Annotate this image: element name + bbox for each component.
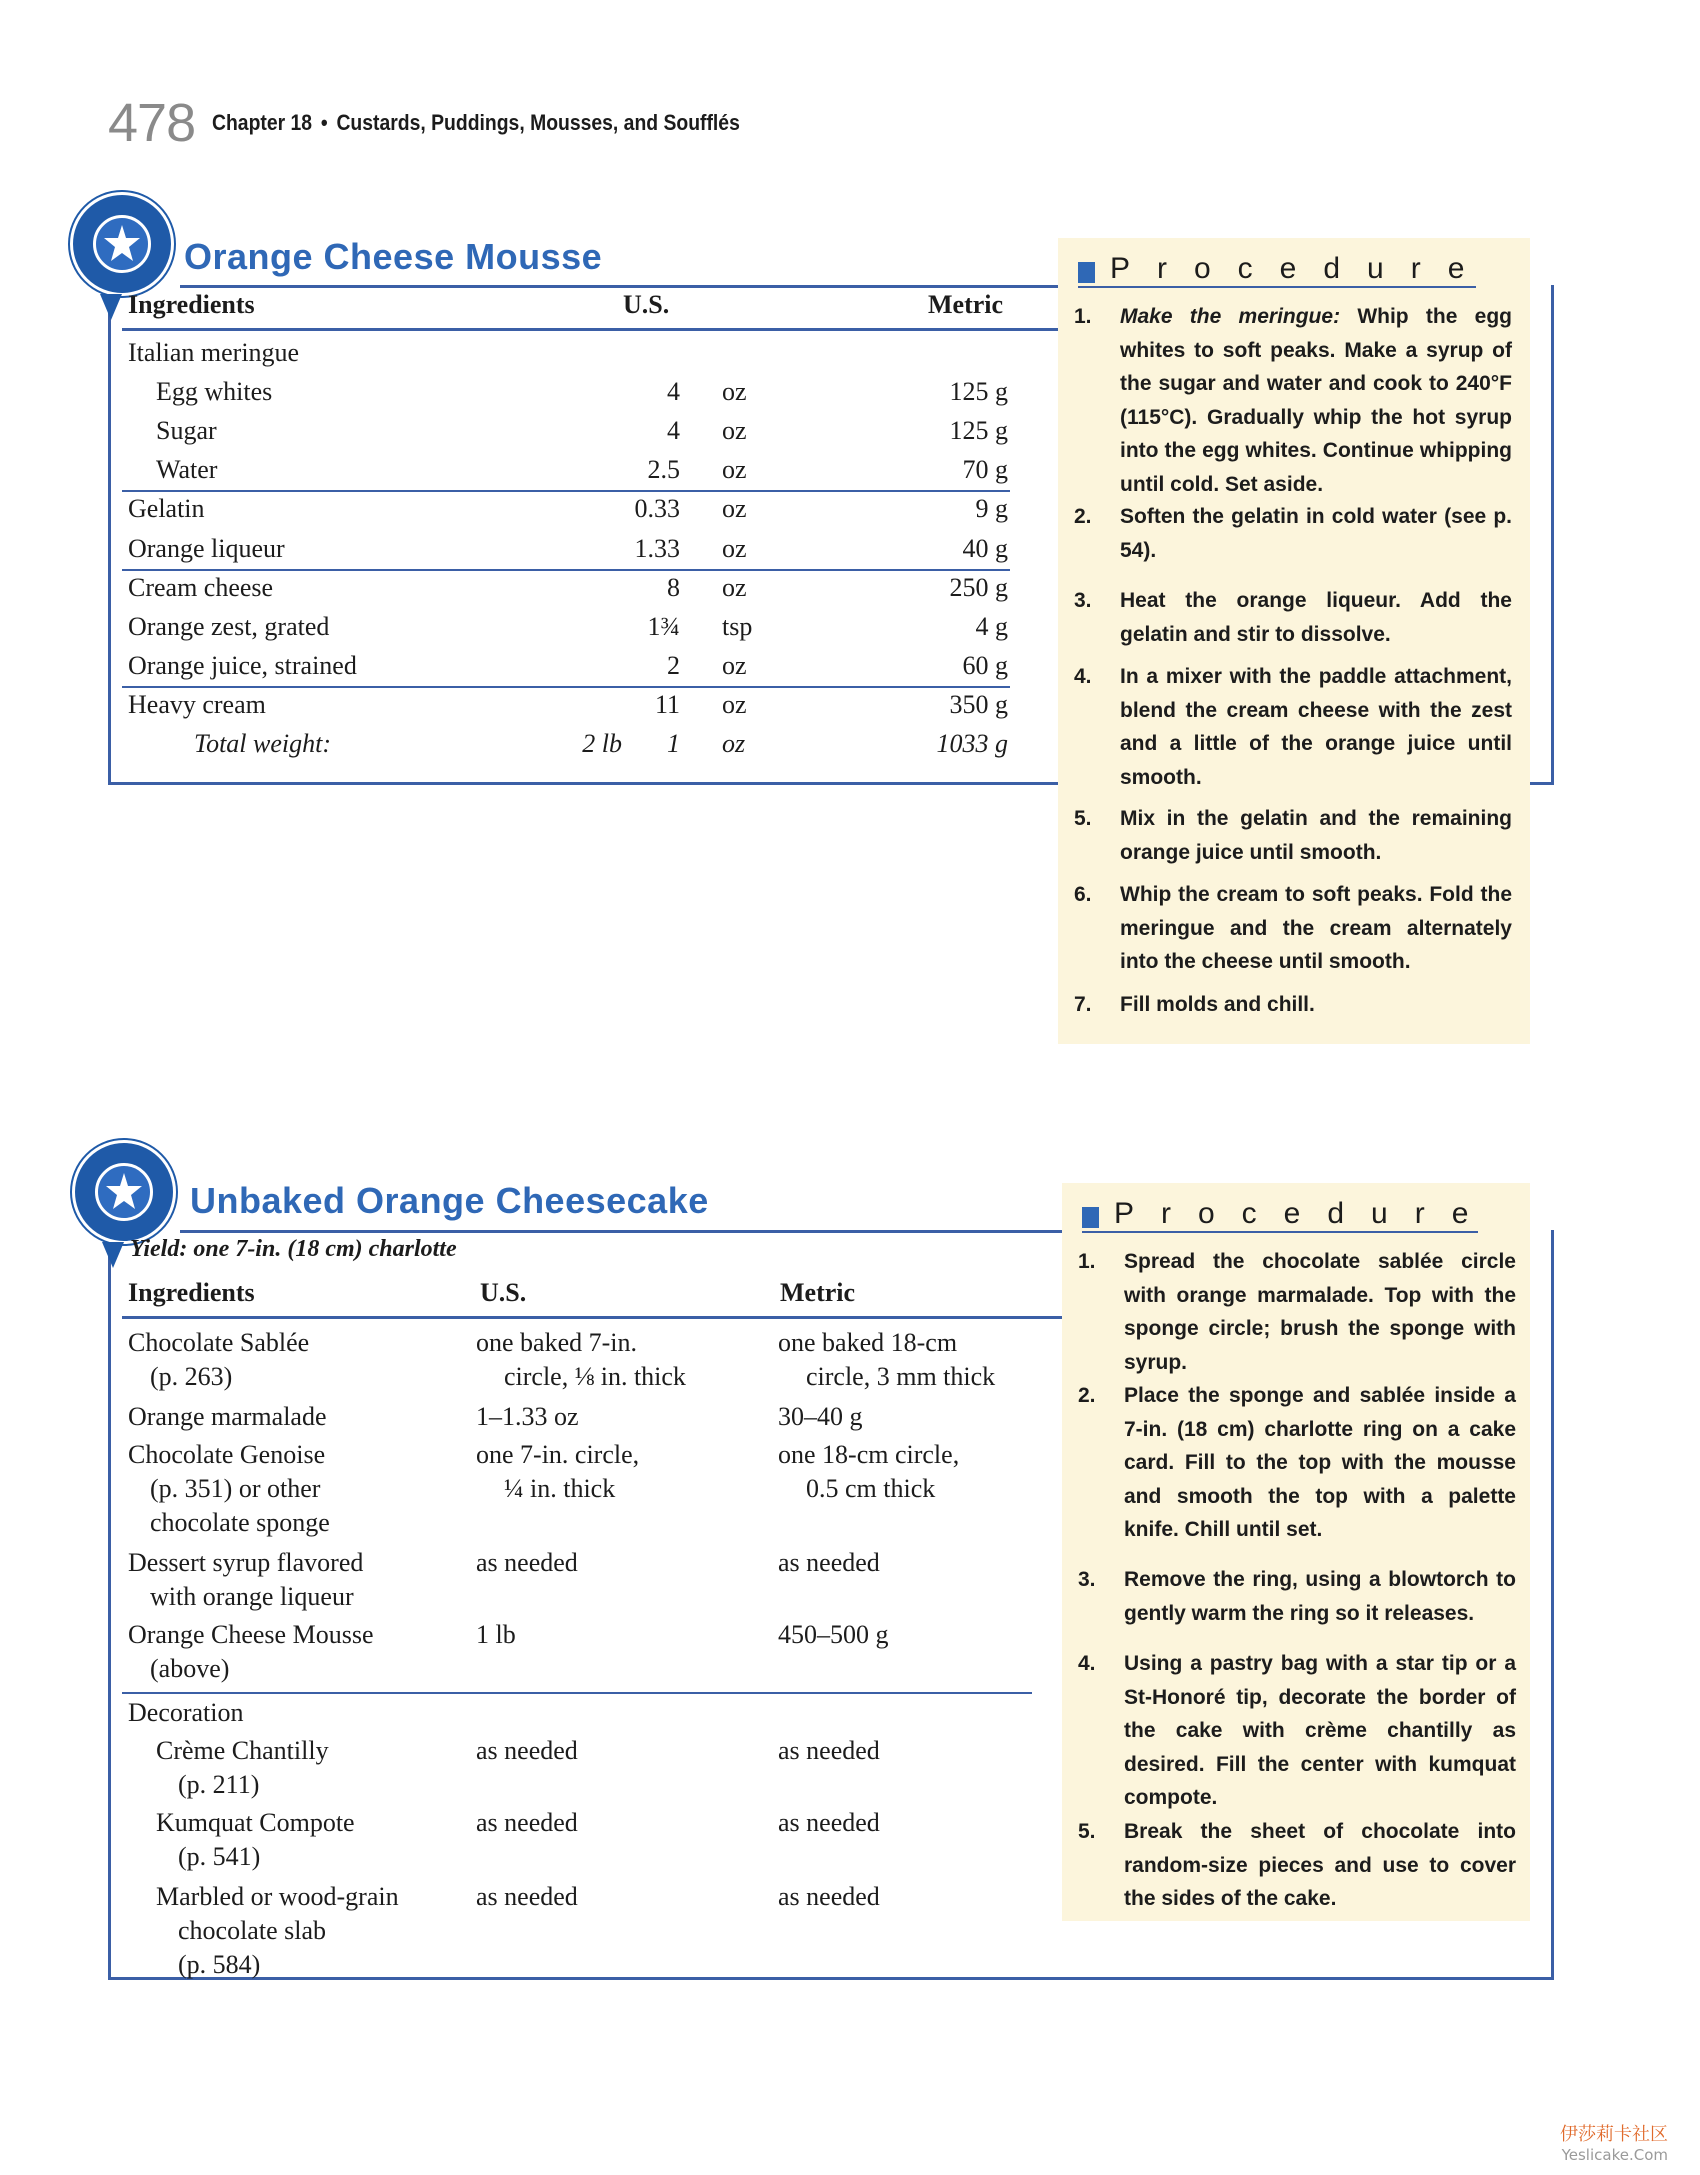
procedure-panel <box>1058 238 1530 1044</box>
step-text <box>1124 1379 1516 1547</box>
us-unit: oz <box>722 377 747 406</box>
procedure-panel <box>1062 1183 1530 1921</box>
step-text <box>1120 660 1512 794</box>
column-header-metric: Metric <box>928 290 1004 319</box>
title-rule <box>180 1230 1064 1233</box>
us-quantity: 4 <box>667 416 680 445</box>
us-amount: as needed <box>476 1548 578 1577</box>
us-unit: oz <box>722 416 747 445</box>
metric-amount: 250 g <box>949 573 1008 602</box>
us-quantity: 1.33 <box>634 534 680 563</box>
step-text <box>1120 878 1512 979</box>
step-number: 6. <box>1074 883 1092 906</box>
metric-amount: 125 g <box>949 377 1008 406</box>
step-text <box>1124 1647 1516 1815</box>
step-number: 1. <box>1078 1250 1096 1273</box>
recipe-yield: Yield: one 7-in. (18 cm) charlotte <box>130 1236 457 1262</box>
column-header-ingredients: Ingredients <box>128 1278 255 1307</box>
watermark <box>1560 2120 1668 2164</box>
us-amount: as needed <box>476 1736 578 1765</box>
step-body: Place the sponge and sablée inside a 7-in. (18 cm) charlotte ring on a cake card. Fill to the top with the mousse and smooth the top with a palette knife. Chill until set. <box>1124 1384 1516 1541</box>
us-quantity: 4 <box>667 377 680 406</box>
ingredient-name: Orange juice, strained <box>128 651 357 680</box>
step-text <box>1120 500 1512 567</box>
metric-amount: 450–500 g <box>778 1620 889 1649</box>
metric-amount: 70 g <box>962 455 1008 484</box>
metric-amount: 0.5 cm thick <box>806 1474 936 1503</box>
us-unit: oz <box>722 494 747 523</box>
step-body: Soften the gelatin in cold water (see p. 54). <box>1120 505 1512 562</box>
us-amount: as needed <box>476 1808 578 1837</box>
ingredient-name: Orange marmalade <box>128 1402 327 1431</box>
ingredient-name: Chocolate Genoise <box>128 1440 326 1469</box>
us-amount: as needed <box>476 1882 578 1911</box>
us-amount: circle, ⅛ in. thick <box>504 1362 686 1391</box>
metric-amount: as needed <box>778 1736 880 1765</box>
column-header-ingredients: Ingredients <box>128 290 255 319</box>
ingredient-name: Orange Cheese Mousse <box>128 1620 374 1649</box>
ingredient-name: Water <box>156 455 218 484</box>
ingredient-name: Italian meringue <box>128 338 300 367</box>
us-unit: oz <box>722 573 747 602</box>
step-body: Remove the ring, using a blowtorch to gently warm the ring so it releases. <box>1124 1568 1516 1625</box>
metric-amount: 30–40 g <box>778 1402 863 1431</box>
ingredient-name: Egg whites <box>156 377 273 406</box>
page-number: 478 <box>108 93 196 153</box>
seal-ribbon-icon <box>102 1242 124 1268</box>
step-number: 1. <box>1074 305 1092 328</box>
procedure-marker-icon <box>1078 262 1095 283</box>
ingredient-name: Sugar <box>156 416 217 445</box>
group-divider <box>122 569 1010 571</box>
ingredient-name: Heavy cream <box>128 690 266 719</box>
decoration-name: (p. 584) <box>178 1950 261 1979</box>
ingredient-name: with orange liqueur <box>150 1582 354 1611</box>
step-lead: Make the meringue: <box>1120 305 1341 328</box>
us-quantity: 8 <box>667 573 680 602</box>
total-weight-label: Total weight: <box>194 729 332 758</box>
ingredient-name: Chocolate Sablée <box>128 1328 310 1357</box>
step-number: 7. <box>1074 993 1092 1016</box>
total-weight-metric: 1033 g <box>936 729 1008 758</box>
us-quantity: 0.33 <box>634 494 680 523</box>
step-text <box>1120 300 1512 501</box>
ingredient-name: chocolate sponge <box>150 1508 330 1537</box>
us-amount: one 7-in. circle, <box>476 1440 640 1469</box>
decoration-name: (p. 541) <box>178 1842 261 1871</box>
metric-amount: 40 g <box>962 534 1008 563</box>
us-amount: ¼ in. thick <box>504 1474 616 1503</box>
step-text <box>1120 802 1512 869</box>
ingredient-name: Dessert syrup flavored <box>128 1548 364 1577</box>
decoration-name: Kumquat Compote <box>156 1808 355 1837</box>
step-number: 2. <box>1078 1384 1096 1407</box>
step-body: Heat the orange liqueur. Add the gelatin and stir to dissolve. <box>1120 589 1512 646</box>
step-body: Using a pastry bag with a star tip or a St-Honoré tip, decorate the border of the cake with crème chantilly as desired. Fill the center with kumquat compote. <box>1124 1652 1516 1809</box>
us-amount: 1 lb <box>476 1620 516 1649</box>
metric-amount: one baked 18-cm <box>778 1328 958 1357</box>
decoration-name: Marbled or wood-grain <box>156 1882 399 1911</box>
us-quantity: 2 <box>667 651 680 680</box>
procedure-title: Procedure <box>1114 1197 1496 1230</box>
us-unit: oz <box>722 651 747 680</box>
seal-ribbon-icon <box>100 294 122 320</box>
us-amount: one baked 7-in. <box>476 1328 638 1357</box>
metric-amount: one 18-cm circle, <box>778 1440 960 1469</box>
recipe-title: Unbaked Orange Cheesecake <box>190 1180 709 1221</box>
procedure-marker-icon <box>1082 1207 1099 1228</box>
us-unit: tsp <box>722 612 753 641</box>
ingredient-name: Gelatin <box>128 494 205 523</box>
column-header-us: U.S. <box>623 290 670 319</box>
us-unit: oz <box>722 455 747 484</box>
chapter-title: Custards, Puddings, Mousses, and Soufflés <box>336 110 740 135</box>
metric-amount: as needed <box>778 1548 880 1577</box>
chapter-number: Chapter 18 <box>212 110 313 135</box>
us-quantity: 11 <box>654 690 680 719</box>
total-weight-us-qty: 1 <box>667 729 680 758</box>
group-divider <box>122 686 1010 688</box>
decoration-label: Decoration <box>128 1698 244 1727</box>
step-number: 5. <box>1074 807 1092 830</box>
step-text <box>1120 988 1512 1022</box>
step-number: 3. <box>1078 1568 1096 1591</box>
group-divider <box>122 1692 1032 1694</box>
step-number: 5. <box>1078 1820 1096 1843</box>
recipe-title: Orange Cheese Mousse <box>184 236 603 277</box>
procedure-rule <box>1078 286 1476 288</box>
metric-amount: as needed <box>778 1808 880 1837</box>
step-text <box>1124 1815 1516 1916</box>
le-cordon-bleu-seal-icon <box>70 192 174 296</box>
step-body: Whip the cream to soft peaks. Fold the meringue and the cream alternately into the cheese until smooth. <box>1120 883 1512 973</box>
chapter-heading <box>212 110 740 136</box>
decoration-name: chocolate slab <box>178 1916 326 1945</box>
metric-amount: 4 g <box>975 612 1008 641</box>
metric-amount: 125 g <box>949 416 1008 445</box>
ingredient-name: Orange liqueur <box>128 534 285 563</box>
title-rule <box>180 285 1060 288</box>
decoration-name: Crème Chantilly <box>156 1736 329 1765</box>
step-number: 4. <box>1074 665 1092 688</box>
ingredient-name: Orange zest, grated <box>128 612 330 641</box>
step-body: Spread the chocolate sablée circle with orange marmalade. Top with the sponge circle; brush the sponge with syrup. <box>1124 1250 1516 1374</box>
metric-amount: as needed <box>778 1882 880 1911</box>
metric-amount: 350 g <box>949 690 1008 719</box>
metric-amount: 60 g <box>962 651 1008 680</box>
ingredient-name: (above) <box>150 1654 230 1683</box>
ingredient-name: (p. 351) or other <box>150 1474 321 1503</box>
le-cordon-bleu-seal-icon <box>72 1140 176 1244</box>
step-body: Fill molds and chill. <box>1120 993 1315 1016</box>
column-header-metric: Metric <box>780 1278 856 1307</box>
us-unit: oz <box>722 690 747 719</box>
ingredient-name: (p. 263) <box>150 1362 233 1391</box>
chapter-separator: • <box>320 110 328 135</box>
header-rule <box>122 1316 1062 1319</box>
header-rule <box>122 328 1058 331</box>
step-body: Break the sheet of chocolate into random-size pieces and use to cover the sides of the cake. <box>1124 1820 1516 1910</box>
step-body: In a mixer with the paddle attachment, blend the cream cheese with the zest and a little of the orange juice until smooth. <box>1120 665 1512 789</box>
us-unit: oz <box>722 534 747 563</box>
step-body: Mix in the gelatin and the remaining orange juice until smooth. <box>1120 807 1512 864</box>
procedure-title: Procedure <box>1110 252 1492 285</box>
us-amount: 1–1.33 oz <box>476 1402 579 1431</box>
group-divider <box>122 490 1010 492</box>
column-header-us: U.S. <box>480 1278 527 1307</box>
step-body: Whip the egg whites to soft peaks. Make a syrup of the sugar and water and cook to 240°F (115°C). Gradually whip the hot syrup into the egg whites. Continue whipping until cold. Set aside. <box>1120 305 1512 496</box>
total-weight-lb: 2 lb <box>582 729 622 758</box>
us-quantity: 1¾ <box>647 612 680 641</box>
step-number: 3. <box>1074 589 1092 612</box>
procedure-rule <box>1082 1231 1478 1233</box>
metric-amount: circle, 3 mm thick <box>806 1362 996 1391</box>
ingredient-name: Cream cheese <box>128 573 274 602</box>
step-text <box>1124 1245 1516 1379</box>
step-text <box>1120 584 1512 651</box>
us-quantity: 2.5 <box>647 455 680 484</box>
step-number: 2. <box>1074 505 1092 528</box>
total-weight-us-unit: oz <box>722 729 746 758</box>
step-text <box>1124 1563 1516 1630</box>
decoration-name: (p. 211) <box>178 1770 260 1799</box>
step-number: 4. <box>1078 1652 1096 1675</box>
metric-amount: 9 g <box>975 494 1008 523</box>
watermark-line-2: Yeslicake.Com <box>1561 2146 1668 2164</box>
watermark-line-1: 伊莎莉卡社区 <box>1560 2124 1668 2145</box>
